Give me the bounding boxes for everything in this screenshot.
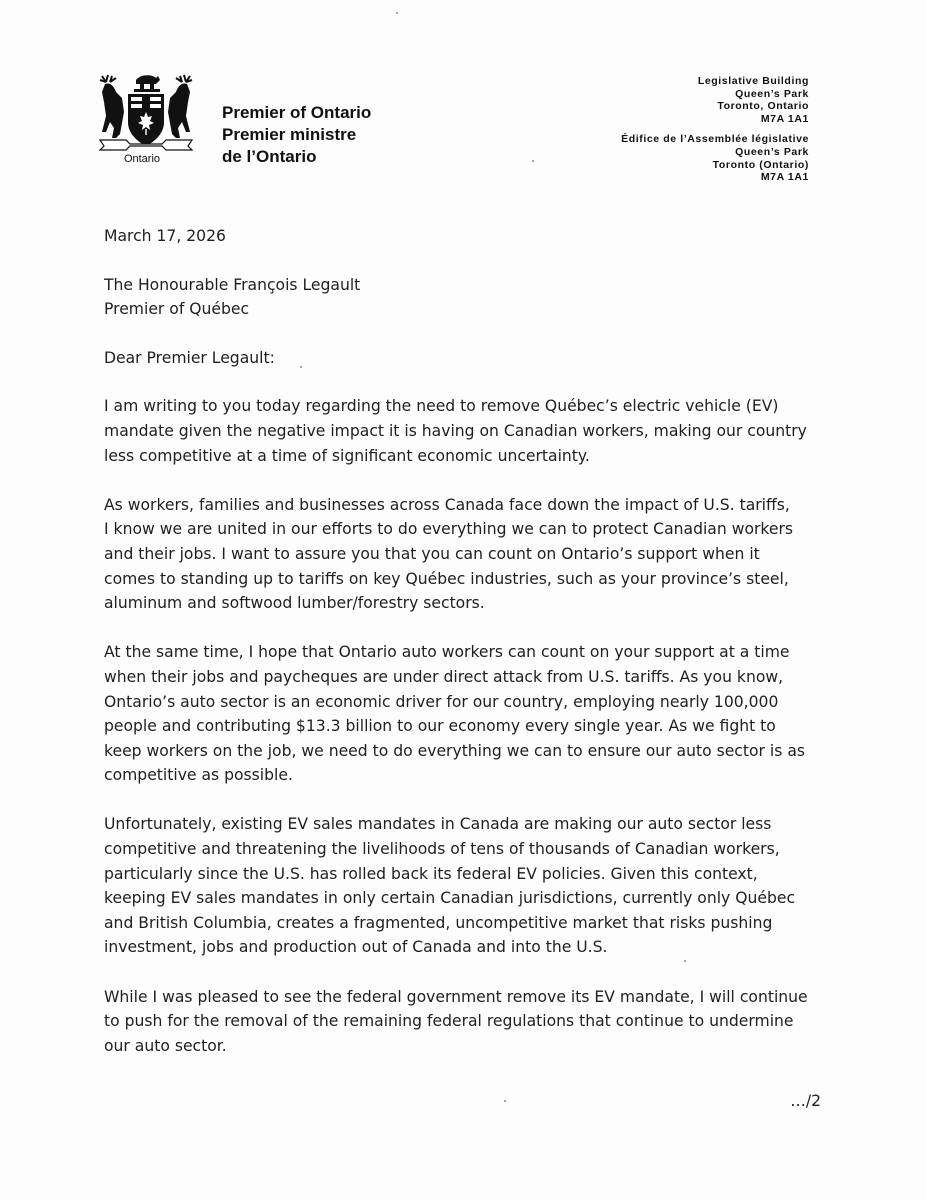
emblem-caption: Ontario <box>123 153 161 165</box>
paragraph-line: competitive and threatening the livelihoods of tens of thousands of Canadian workers, <box>104 840 780 859</box>
body-paragraph <box>104 493 834 616</box>
paragraph-line: Unfortunately, existing EV sales mandates in Canada are making our auto sector less <box>104 815 772 834</box>
paragraph-line: While I was pleased to see the federal government remove its EV mandate, I will continue <box>104 987 808 1006</box>
paragraph-line: mandate given the negative impact it is having on Canadian workers, making our country <box>104 421 807 440</box>
address-french-line: Queen’s Park <box>735 145 809 158</box>
recipient-title: Premier of Québec <box>104 300 250 319</box>
body-paragraph <box>104 985 834 1059</box>
body-paragraph <box>104 812 834 960</box>
recipient-name: The Honourable François Legault <box>104 275 361 294</box>
paragraph-line: and British Columbia, creates a fragmented, uncompetitive market that risks pushing <box>104 913 773 932</box>
address-french-line: Édifice de l’Assemblée législative <box>621 133 809 146</box>
paragraph-line: aluminum and softwood lumber/forestry sectors. <box>104 594 485 613</box>
page-continuation: …/2 <box>790 1092 821 1110</box>
letter-date: March 17, 2026 <box>104 227 226 245</box>
scan-speck <box>684 960 686 962</box>
address-block <box>479 75 809 184</box>
salutation: Dear Premier Legault: <box>104 348 275 367</box>
paragraph-line: investment, jobs and production out of Canada and into the U.S. <box>104 938 608 957</box>
address-english-line: Queen’s Park <box>735 87 809 100</box>
paragraph-line: Ontario’s auto sector is an economic driver for our country, employing nearly 100,000 <box>104 692 779 711</box>
scan-speck <box>504 1100 506 1102</box>
paragraph-line: to push for the removal of the remaining federal regulations that continue to undermine <box>104 1012 794 1031</box>
office-title-english: Premier of Ontario <box>222 103 372 122</box>
address-english-line: M7A 1A1 <box>760 112 809 125</box>
scan-speck <box>396 12 398 14</box>
paragraph-line: At the same time, I hope that Ontario auto workers can count on your support at a time <box>104 643 790 662</box>
paragraph-line: when their jobs and paycheques are under direct attack from U.S. tariffs. As you know, <box>104 667 784 686</box>
letter-body <box>104 224 834 1083</box>
paragraph-line: and their jobs. I want to assure you that you can count on Ontario’s support when it <box>104 544 760 563</box>
address-french-line: M7A 1A1 <box>760 171 809 184</box>
office-title-french-line2: de l’Ontario <box>222 147 317 166</box>
paragraph-line: less competitive at a time of significant economic uncertainty. <box>104 446 590 465</box>
body-paragraph <box>104 394 834 468</box>
paragraph-line: competitive as possible. <box>104 766 293 785</box>
paragraph-line: I know we are united in our efforts to do everything we can to protect Canadian workers <box>104 520 794 539</box>
coat-of-arms-icon <box>96 72 196 154</box>
paragraph-line: I am writing to you today regarding the need to remove Québec’s electric vehicle (EV) <box>104 397 779 416</box>
paragraph-line: our auto sector. <box>104 1036 227 1055</box>
paragraph-line: people and contributing $13.3 billion to our economy every single year. As we fight to <box>104 717 776 736</box>
scan-speck <box>532 160 534 162</box>
office-title-french-line1: Premier ministre <box>222 125 357 144</box>
body-paragraph <box>104 640 834 788</box>
office-title <box>222 102 371 168</box>
paragraph-line: comes to standing up to tariffs on key Québec industries, such as your province’s steel, <box>104 569 789 588</box>
paragraph-line: keeping EV sales mandates in only certain Canadian jurisdictions, currently only Québec <box>104 889 796 908</box>
address-english-line: Toronto, Ontario <box>717 100 809 113</box>
scan-speck <box>300 366 302 368</box>
address-french-line: Toronto (Ontario) <box>712 158 809 171</box>
paragraph-line: particularly since the U.S. has rolled back its federal EV policies. Given this context, <box>104 864 758 883</box>
recipient-block <box>104 273 834 322</box>
paragraph-line: keep workers on the job, we need to do everything we can to ensure our auto sector is as <box>104 741 805 760</box>
paragraph-line: As workers, families and businesses across Canada face down the impact of U.S. tariffs, <box>104 495 790 514</box>
address-english-line: Legislative Building <box>697 75 809 87</box>
